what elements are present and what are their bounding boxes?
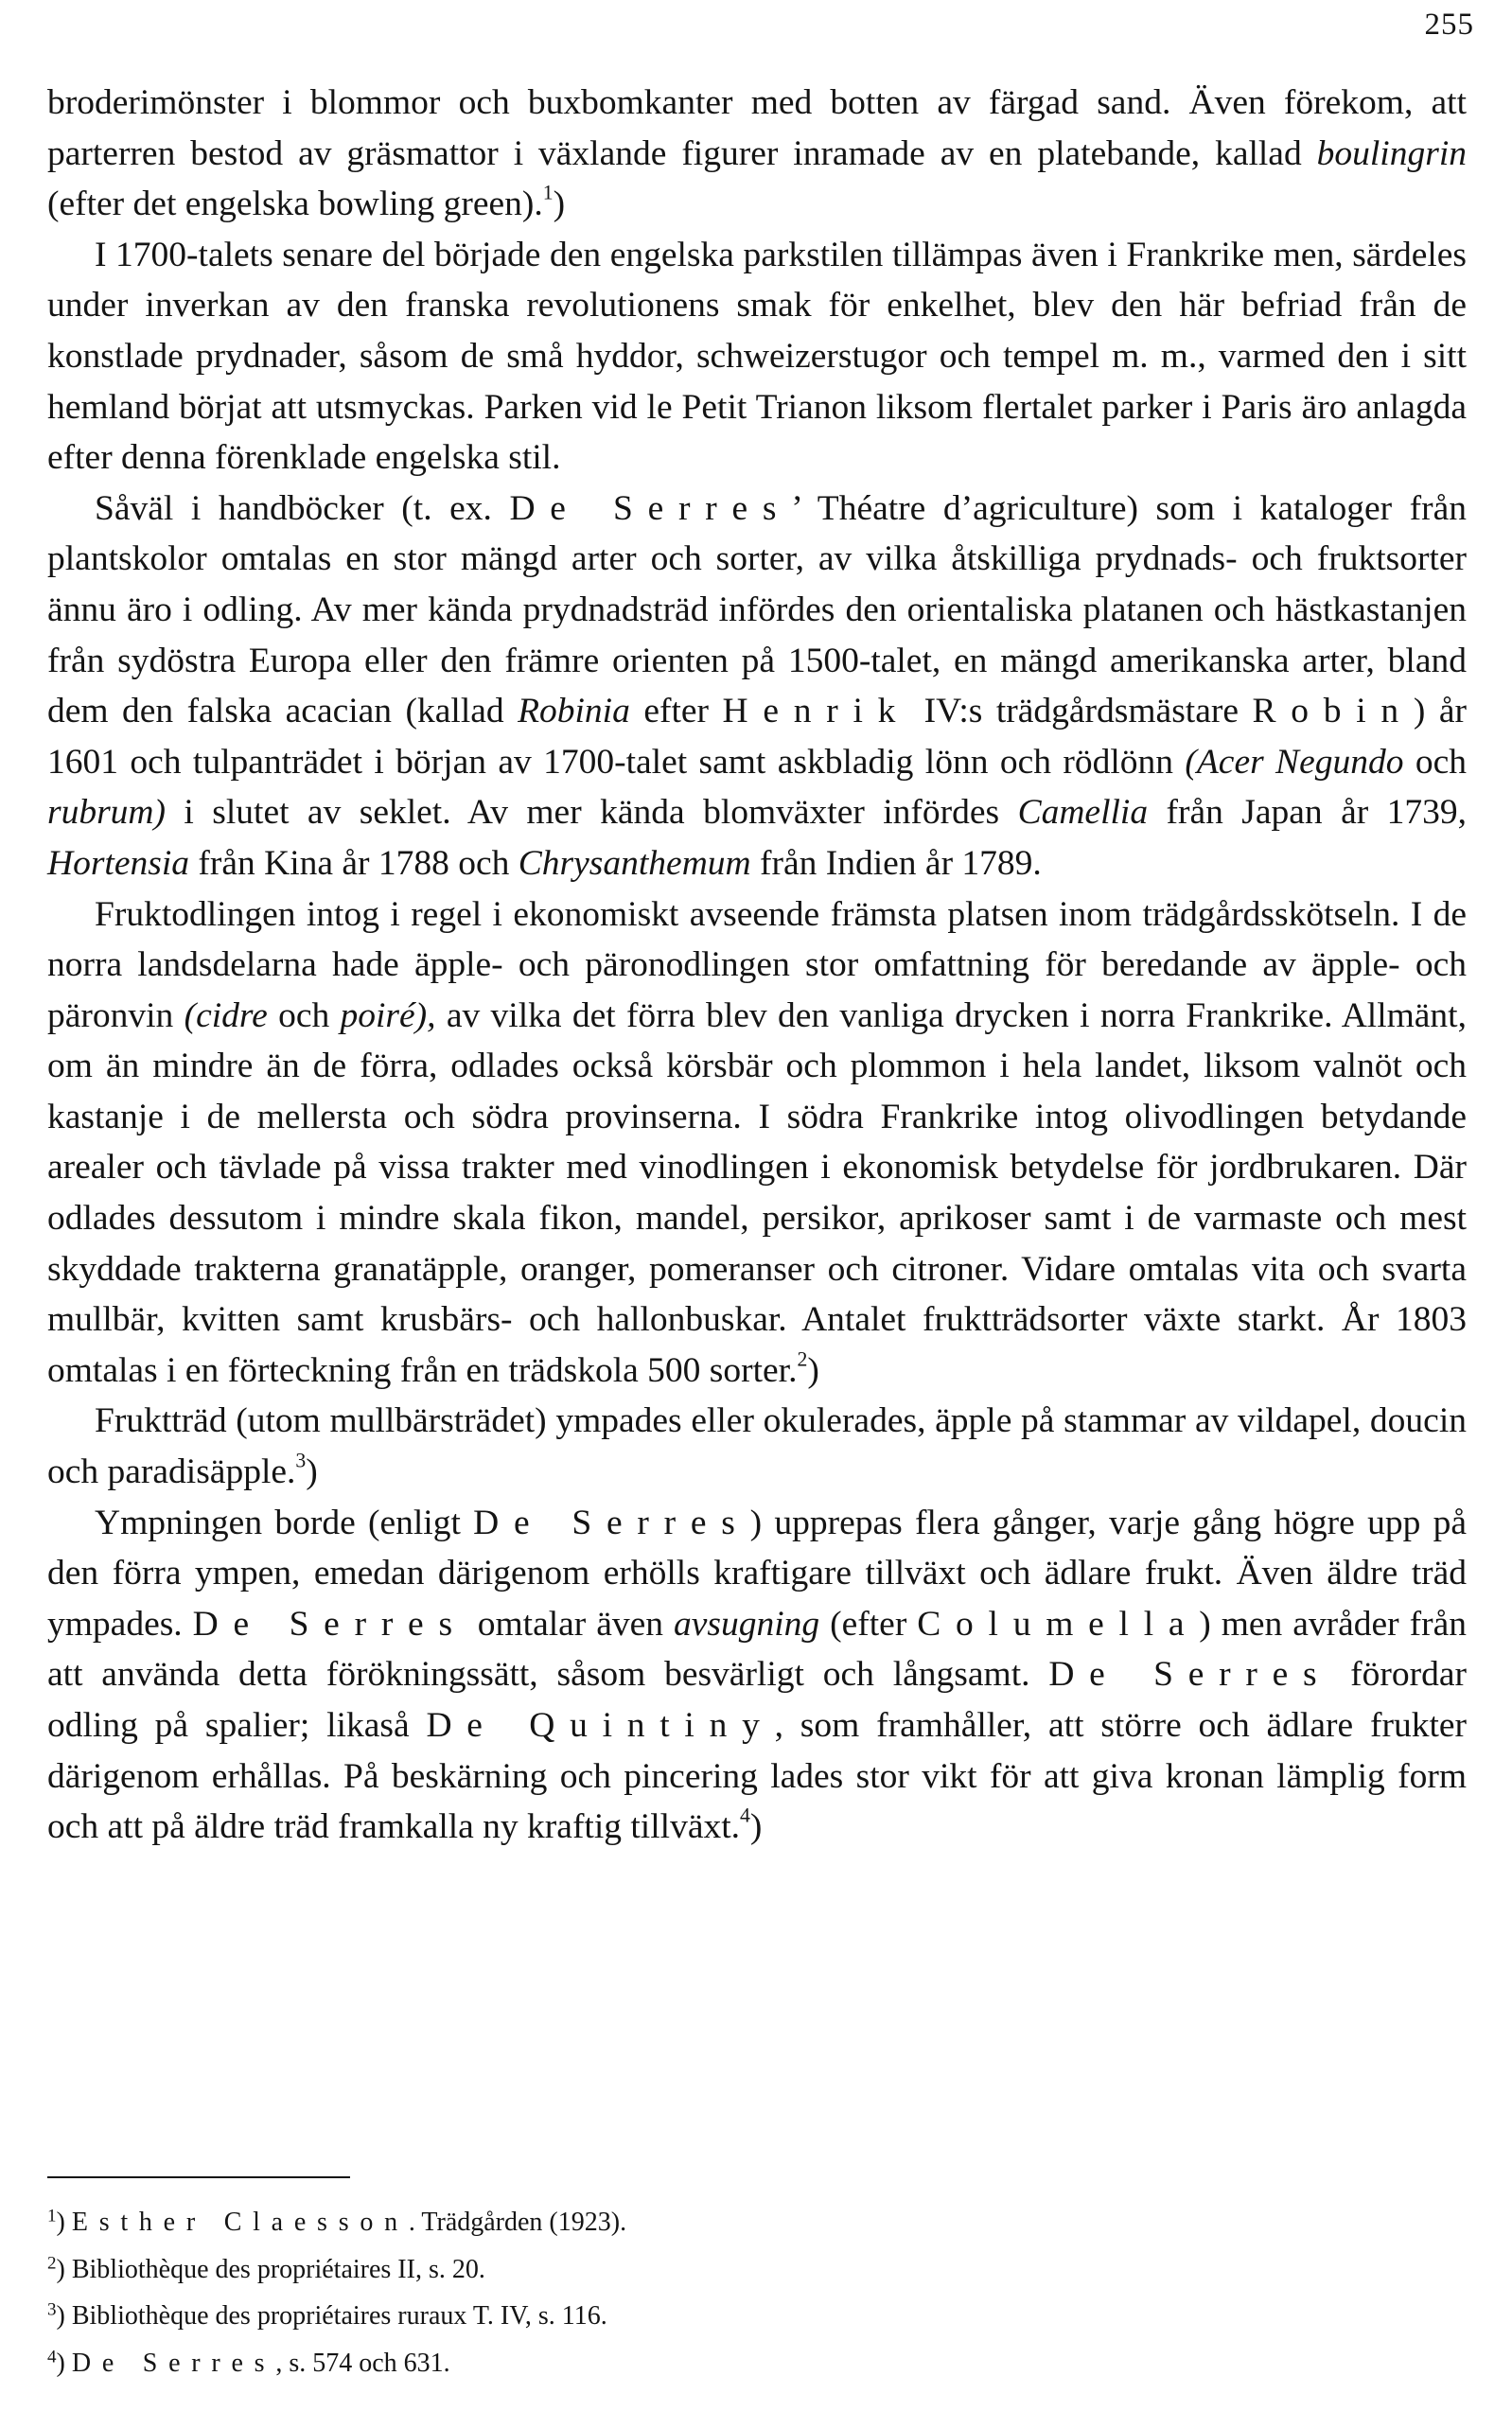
text-run: , som framhåller, att större och ädlare frukter därigenom erhållas. På beskärning och pincering lades stor vikt för att giva kronan lämplig form och att på äldre träd framkalla ny kraftig tillväxt. [47, 1706, 1467, 1847]
text-run: Fruktodlingen intog i regel i ekonomiskt avseende främsta platsen inom trädgårdsskötseln. I de norra landsdelarna hade äpple- och päronodlingen stor omfattning för beredande av äpple- och päronvin [47, 894, 1467, 1035]
text-run: broderimönster i blommor och buxbomkanter med botten av färgad sand. Även förekom, att parterren bestod av gräsmattor i växlande figurer inramade av en platebande, kallad [47, 83, 1467, 173]
text-run: från Indien år 1789. [750, 843, 1042, 883]
text-run: ) men avråder från att använda detta förökningssätt, såsom besvärligt och långsamt. [47, 1604, 1467, 1695]
footnote-marker-paren: ) [56, 2254, 72, 2284]
text-run: Fruktträd (utom mullbärsträdet) ympades eller okulerades, äpple på stammar av vildapel, doucin och paradisäpple. [47, 1401, 1467, 1492]
text-run: rubrum) [47, 793, 167, 833]
paragraph [47, 78, 1467, 230]
footnote-marker-paren: ) [56, 2348, 72, 2378]
text-run: från Japan år 1739, [1148, 793, 1468, 833]
text-run: från Kina år 1788 och [189, 843, 519, 883]
text-run: Chrysanthemum [518, 843, 751, 883]
text-run: IV:s trädgårdsmästare [910, 692, 1253, 731]
spaced-name: De Quintiny [426, 1706, 775, 1745]
spaced-name: De Serres [192, 1604, 467, 1644]
footnote-marker: 2 [47, 2252, 57, 2273]
spaced-name: Henrik [722, 692, 911, 731]
text-run: I 1700-talets senare del började den engelska parkstilen tillämpas även i Frankrike men, särdeles under inverkan av den franska revolutionens smak för enkelhet, blev den här befriad från de konstlade prydnader, såsom de små hyddor, schweizerstugor och tempel m. m., varmed den i sitt hemland börjat att utsmyckas. Parken vid le Petit Trianon liksom flertalet parker i Paris äro anlagda efter denna förenklade engelska stil. [47, 235, 1467, 478]
text-run: ) [807, 1350, 819, 1390]
text-run: , s. 574 och 631. [275, 2348, 450, 2378]
footnotes [47, 2199, 1372, 2386]
footnote-item [47, 2246, 1372, 2294]
text-run: Bibliothèque des propriétaires ruraux T. IV, s. 116. [71, 2301, 607, 2331]
text-run: Camellia [1017, 793, 1149, 833]
text-run: (Acer Negundo [1185, 742, 1404, 782]
text-run: och [1403, 742, 1467, 782]
text-run: efter [629, 692, 723, 731]
text-run: av vilka det förra blev den vanliga drycken i norra Frankrike. Allmänt, om än mindre än de förra, odlades också körsbär och plommon i hela landet, liksom valnöt och kastanje i de mellersta och södra provinserna. I södra Frankrike intog olivodlingen betydande arealer och tävlade på vissa trakter med vinodlingen i ekonomisk betydelse för jordbrukaren. Där odlades dessutom i mindre skala fikon, mandel, persikor, aprikoser samt i de varmaste och mest skyddade trakterna granatäpple, oranger, pomeranser och citroner. Vidare omtalas vita och svarta mullbär, kvitten samt krusbärs- och hallonbuskar. Antalet fruktträdsorter växte starkt. År 1803 omtalas i en förteckning från en trädskola 500 sorter. [47, 995, 1467, 1390]
spaced-name: Columella [917, 1604, 1200, 1644]
text-run: ) [749, 1807, 763, 1847]
footnote-reference: 1 [542, 181, 554, 204]
text-run: . Trädgården (1923). [408, 2208, 627, 2237]
footnote-reference: 4 [740, 1804, 750, 1827]
body-text [47, 78, 1467, 1853]
footnote-divider [47, 2176, 350, 2178]
text-run: ) [553, 185, 566, 224]
paragraph [47, 230, 1467, 484]
text-run: omtalar även [466, 1604, 675, 1644]
page-number: 255 [1424, 8, 1474, 42]
footnote-reference: 3 [295, 1449, 307, 1472]
text-run: ) år 1601 och tulpanträdet i början av 1700-talet samt askbladig lönn och rödlönn [47, 692, 1467, 782]
text-run: ’ Théatre d’agriculture) som i kataloger från plantskolor omtalas en stor mängd arter och sorter, av vilka åtskilliga prydnads- och fruktsorter ännu äro i odling. Av mer kända prydnadsträd infördes den orientaliska platanen och hästkastanjen från sydöstra Europa eller den främre orienten på 1500-talet, en mängd amerikanska arter, bland dem den falska acacian (kallad [47, 488, 1467, 731]
text-run: Såväl i handböcker (t. ex. [95, 488, 510, 528]
spaced-name: De Serres [473, 1503, 750, 1542]
footnote-marker: 4 [47, 2346, 57, 2367]
text-run: Hortensia [47, 843, 189, 883]
footnote-item [47, 2293, 1372, 2340]
text-run: (efter det engelska bowling green). [47, 185, 543, 224]
spaced-name: De Serres [71, 2348, 276, 2378]
text-run: förordar odling på spalier; likaså [47, 1655, 1467, 1745]
footnote-marker: 3 [47, 2299, 57, 2320]
text-run: Robinia [518, 692, 630, 731]
footnote-item [47, 2340, 1372, 2387]
footnote-marker-paren: ) [56, 2301, 72, 2331]
footnote-marker-paren: ) [56, 2208, 72, 2237]
footnote-reference: 2 [797, 1347, 808, 1371]
text-run: Ympningen borde (enligt [95, 1503, 474, 1542]
text-run: (cidre [184, 995, 268, 1035]
paragraph [47, 1396, 1467, 1497]
paragraph [47, 1498, 1467, 1853]
spaced-name: De Serres [509, 488, 792, 528]
text-run: ) upprepas flera gånger, varje gång högre upp på den förra ympen, emedan därigenom erhölls kraftigare tillväxt och ädlare frukt. Även äldre träd ympades. [47, 1503, 1467, 1644]
spaced-name: Robin [1252, 692, 1414, 731]
spaced-name: Esther Claesson [71, 2208, 409, 2237]
text-run: (efter [819, 1604, 918, 1644]
paragraph [47, 889, 1467, 1397]
text-run: ) [306, 1452, 318, 1492]
paragraph [47, 484, 1467, 889]
spaced-name: De Serres [1048, 1655, 1332, 1695]
text-run: poiré), [340, 995, 436, 1035]
text-run: Bibliothèque des propriétaires II, s. 20. [71, 2254, 485, 2284]
text-run: boulingrin [1316, 133, 1467, 173]
text-run: avsugning [674, 1604, 820, 1644]
text-run: och [267, 995, 341, 1035]
footnote-item [47, 2199, 1372, 2246]
text-run: i slutet av seklet. Av mer kända blomväxter infördes [166, 793, 1018, 833]
footnote-marker: 1 [47, 2206, 57, 2226]
